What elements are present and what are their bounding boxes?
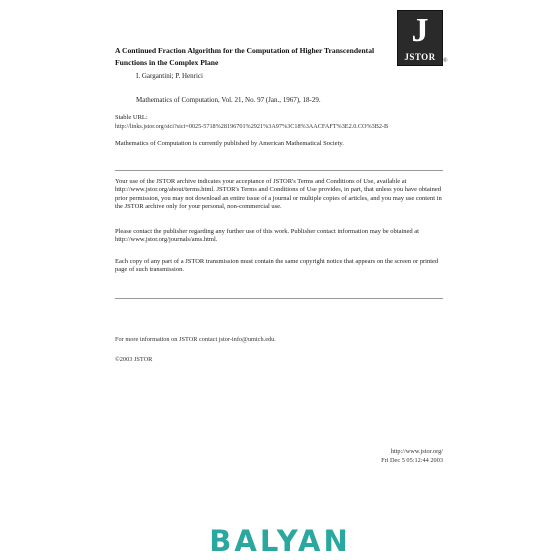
divider-top [115, 170, 443, 171]
jstor-logo [397, 10, 443, 66]
article-title: A Continued Fraction Algorithm for the Computation of Higher Transcendental Functions in the Complex Plane [115, 46, 375, 67]
jstor-url[interactable]: http://www.jstor.org/ [390, 448, 443, 455]
download-date: Fri Dec 5 05:12:44 2003 [381, 457, 443, 464]
more-info-line: For more information on JSTOR contact jstor-info@umich.edu. [115, 336, 276, 343]
article-citation: Mathematics of Computation, Vol. 21, No. 97 (Jan., 1967), 18-29. [136, 96, 321, 104]
terms-paragraph: Your use of the JSTOR archive indicates your acceptance of JSTOR's Terms and Conditions of Use, available at http://www.jstor.org/about/terms.html. JSTOR's Terms and Conditions of Use provides, in part, that unless you have obtained prior permission, you may not download an entire issue of a journal or multiple copies of articles, and you may use content in the JSTOR archive only for your personal, non-commercial use. [115, 178, 442, 211]
logo-letter: J [411, 12, 429, 49]
copyright-paragraph: Each copy of any part of a JSTOR transmission must contain the same copyright notice that appears on the screen or printed page of such transmission. [115, 258, 439, 274]
article-authors: I. Gargantini; P. Henrici [136, 72, 203, 80]
publisher-note: Mathematics of Computation is currently published by American Mathematical Society. [115, 140, 344, 147]
divider-bottom [115, 298, 443, 299]
stable-url-link[interactable]: http://links.jstor.org/sici?sici=0025-5718%28196701%2921%3A97%3C18%3AACFAFT%3E2.0.CO%3B2-B [115, 123, 389, 130]
logo-name: JSTOR [404, 52, 436, 62]
stable-url-label: Stable URL: [115, 114, 148, 121]
registered-mark: ® [443, 58, 448, 64]
copyright-line: ©2003 JSTOR [115, 356, 153, 363]
contact-paragraph: Please contact the publisher regarding any further use of this work. Publisher contact information may be obtained at http://www.jstor.org/journals/ams.html. [115, 228, 419, 244]
watermark-text: BALYAN [209, 524, 351, 558]
